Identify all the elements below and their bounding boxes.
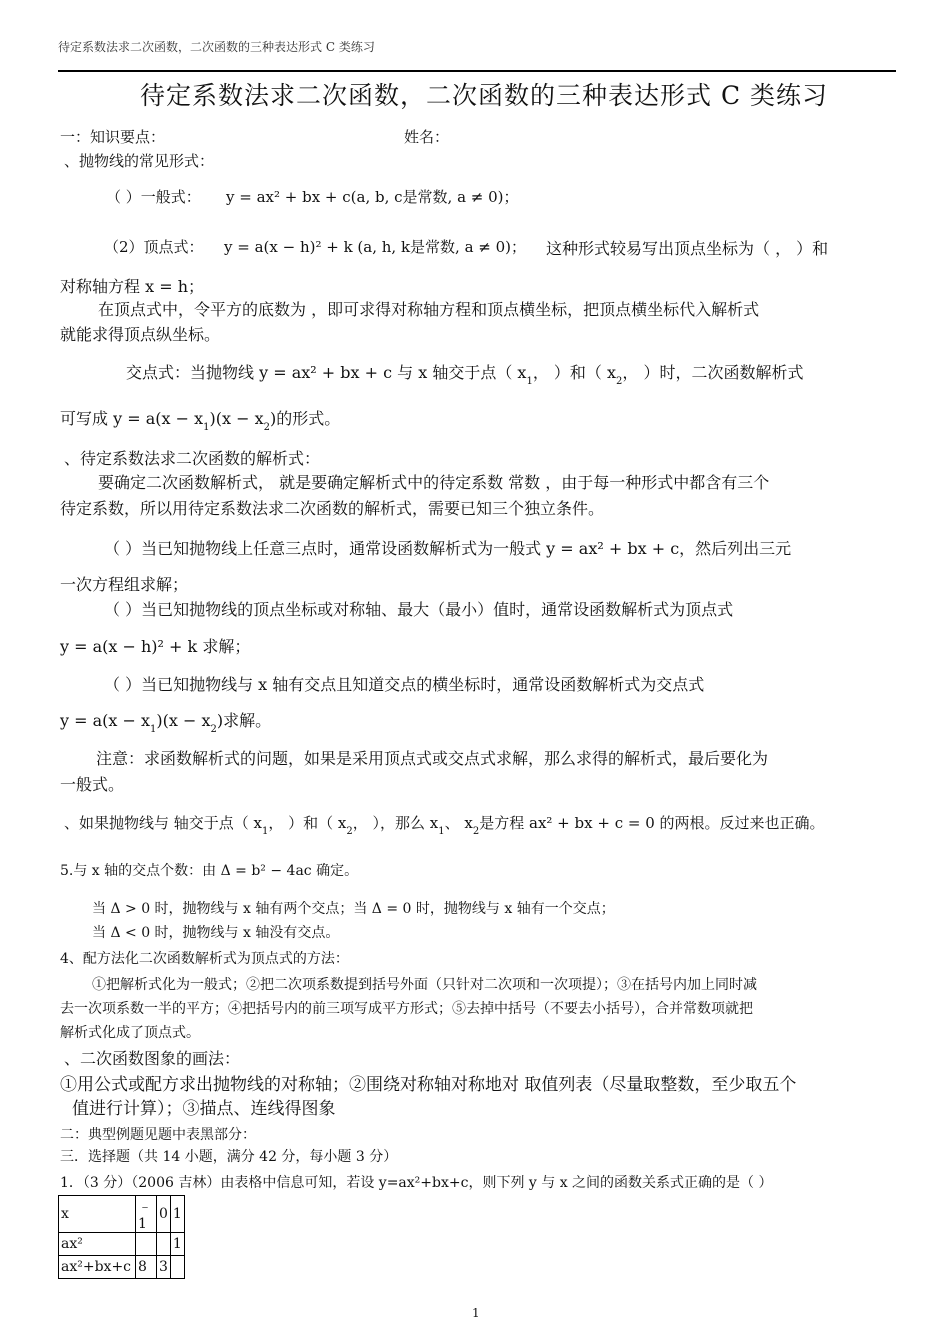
subscript-2: 2 — [346, 826, 353, 837]
graph-drawing-line1: ①用公式或配方求出抛物线的对称轴；②围绕对称轴对称地对 取值列表（尽量取整数，至少取五个 — [60, 1075, 797, 1095]
table-cell — [170, 1256, 184, 1279]
case2-line1: （ ）当已知抛物线的顶点坐标或对称轴、最大（最小）值时，通常设函数解析式为顶点式 — [104, 600, 734, 619]
case3-line2 — [60, 708, 272, 735]
table-row — [59, 1233, 185, 1256]
subscript-1: 1 — [262, 826, 269, 837]
completing-square-heading: 4、配方法化二次函数解析式为顶点式的方法： — [60, 951, 349, 967]
table-cell — [157, 1233, 171, 1256]
case3-line2-part-c: )求解。 — [216, 711, 272, 730]
vertex-form-label: （2）顶点式： — [104, 238, 204, 256]
roots-part-e: 是方程 ax² + bx + c = 0 的两根。反过来也正确。 — [479, 814, 825, 832]
intercept-line2-part-a: 可写成 y = a(x − x — [60, 409, 204, 428]
completing-square-line2: 去一次项系数一半的平方；④把括号内的前三项写成平方形式；⑤去掉中括号（不要去小括号），合并常数项就把 — [60, 1001, 753, 1017]
parabola-forms-heading: 、抛物线的常见形式： — [64, 152, 215, 170]
graph-drawing-heading: 、二次函数图象的画法： — [64, 1049, 241, 1068]
subscript-1: 1 — [438, 826, 445, 837]
graph-drawing-line2: 值进行计算）；③描点、连线得图象 — [72, 1099, 336, 1119]
question-1: 1．（3 分）（2006 吉林）由表格中信息可知，若设 y=ax²+bx+c，则下列 y 与 x 之间的函数关系式正确的是（ ） — [60, 1175, 773, 1191]
subscript-1: 1 — [150, 724, 157, 735]
intercept-line2-part-c: )的形式。 — [269, 409, 341, 428]
completing-square-line3: 解析式化成了顶点式。 — [60, 1025, 200, 1041]
vertex-note-line1: 在顶点式中，令平方的底数为 ，即可求得对称轴方程和顶点横坐标，把顶点横坐标代入解析式 — [98, 300, 760, 319]
general-form-formula: y = ax² + bx + c(a, b, c是常数, a ≠ 0)； — [226, 188, 519, 206]
subscript-2: 2 — [616, 376, 623, 387]
coefficients-line2: 待定系数，所以用待定系数法求二次函数的解析式，需要已知三个独立条件。 — [60, 499, 605, 518]
table-cell: 1 — [170, 1233, 184, 1256]
roots-statement — [64, 812, 825, 837]
undetermined-coefficients-heading: 、待定系数法求二次函数的解析式： — [64, 449, 321, 468]
roots-part-b: ， ）和（ x — [268, 814, 347, 832]
subscript-1: 1 — [526, 376, 533, 387]
subscript-2: 2 — [210, 724, 217, 735]
multiple-choice-heading: 三．选择题（共 14 小题，满分 42 分，每小题 3 分） — [60, 1149, 398, 1165]
intercept-line2-part-b: )(x − x — [209, 409, 264, 428]
subscript-2: 2 — [263, 422, 270, 433]
note-line1: 注意：求函数解析式的问题，如果是采用顶点式或交点式求解，那么求得的解析式，最后要化为 — [96, 749, 769, 768]
roots-part-c: ， ），那么 x — [352, 814, 439, 832]
intercept-line1-part-b: ， ）和（ x — [532, 363, 617, 382]
table-cell: 8 — [136, 1256, 157, 1279]
case3-line2-part-b: )(x − x — [156, 711, 211, 730]
running-header: 待定系数法求二次函数，二次函数的三种表达形式 C 类练习 — [58, 40, 375, 54]
intersection-count-heading: 5.与 x 轴的交点个数：由 Δ = b² − 4ac 确定。 — [60, 863, 359, 879]
section-heading-knowledge: 一：知识要点： — [60, 128, 166, 146]
table-cell — [136, 1233, 157, 1256]
table-cell: ax²+bx+c — [59, 1256, 136, 1279]
table-cell: x — [59, 1196, 136, 1233]
examples-heading: 二：典型例题见题中表黑部分： — [60, 1127, 256, 1143]
discriminant-line2: 当 Δ < 0 时，抛物线与 x 轴没有交点。 — [92, 925, 340, 941]
question-1-table — [58, 1195, 185, 1279]
vertex-note-line2: 就能求得顶点纵坐标。 — [60, 325, 221, 344]
intercept-form-line2 — [60, 406, 341, 433]
subscript-1: 1 — [203, 422, 210, 433]
table-row — [59, 1256, 185, 1279]
case1-line1: （ ）当已知抛物线上任意三点时，通常设函数解析式为一般式 y = ax² + bx + c，然后列出三元 — [104, 539, 792, 558]
intercept-line1-part-c: ， ）时，二次函数解析式 — [622, 363, 804, 382]
page-number: 1 — [472, 1306, 480, 1320]
vertex-form-formula: y = a(x − h)² + k (a, h, k是常数, a ≠ 0)； — [224, 238, 527, 256]
subscript-2: 2 — [472, 826, 480, 837]
page-title: 待定系数法求二次函数，二次函数的三种表达形式 C 类练习 — [140, 81, 829, 110]
header-rule — [58, 70, 896, 72]
general-form-label: （ ）一般式： — [106, 188, 201, 206]
table-cell: 3 — [157, 1256, 171, 1279]
case2-line2: y = a(x − h)² + k 求解； — [60, 637, 251, 656]
name-label: 姓名： — [404, 128, 450, 146]
axis-equation-line: 对称轴方程 x = h； — [60, 277, 204, 296]
discriminant-line1: 当 Δ > 0 时，抛物线与 x 轴有两个交点；当 Δ = 0 时，抛物线与 x 轴有一个交点； — [92, 901, 615, 917]
roots-part-d: 、 x — [444, 814, 473, 832]
case3-line1: （ ）当已知抛物线与 x 轴有交点且知道交点的横坐标时，通常设函数解析式为交点式 — [104, 675, 705, 694]
table-cell: 1 — [170, 1196, 184, 1233]
roots-part-a: 、如果抛物线与 轴交于点（ x — [64, 814, 262, 832]
intercept-line1-part-a: 交点式：当抛物线 y = ax² + bx + c 与 x 轴交于点（ x — [126, 363, 527, 382]
coefficients-line1: 要确定二次函数解析式， 就是要确定解析式中的待定系数 常数 ，由于每一种形式中都含有三个 — [98, 473, 770, 492]
table-cell: 0 — [157, 1196, 171, 1233]
table-cell: ﹣1 — [136, 1196, 157, 1233]
case3-line2-part-a: y = a(x − x — [60, 711, 151, 730]
intercept-form-line1 — [126, 360, 804, 387]
completing-square-line1: ①把解析式化为一般式；②把二次项系数提到括号外面（只针对二次项和一次项提）；③在括号内加上同时减 — [92, 977, 757, 993]
note-line2: 一般式。 — [60, 775, 125, 794]
case1-line2: 一次方程组求解； — [60, 575, 189, 594]
table-row — [59, 1196, 185, 1233]
table-cell: ax² — [59, 1233, 136, 1256]
vertex-form-tail: 这种形式较易写出顶点坐标为（ ， ）和 — [546, 239, 829, 258]
